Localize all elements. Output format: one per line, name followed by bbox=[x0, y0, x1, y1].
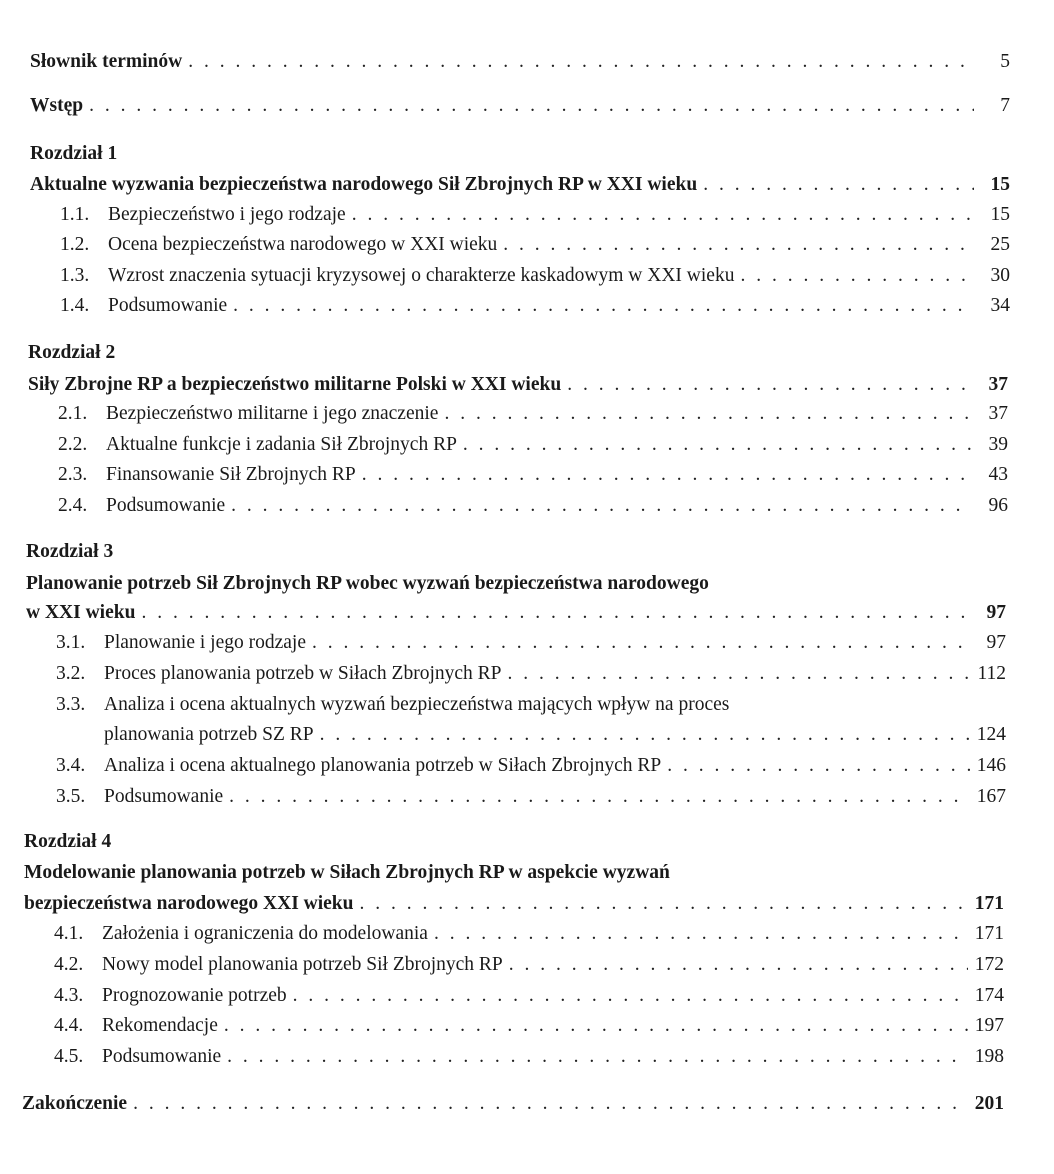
toc-entry-page: 96 bbox=[988, 495, 1008, 516]
toc-subentry-line bbox=[56, 693, 729, 717]
subentry-number: 2.4. bbox=[58, 495, 88, 516]
leader-dots bbox=[567, 373, 972, 397]
chapter-title bbox=[24, 892, 1004, 916]
toc-entry-slownik bbox=[30, 50, 1010, 74]
toc-subentry bbox=[54, 953, 1004, 977]
subentry-title: Wzrost znaczenia sytuacji kryzysowej o charakterze kaskadowym w XXI wieku bbox=[108, 265, 735, 286]
chapter-title-text: Siły Zbrojne RP a bezpieczeństwo militarne Polski w XXI wieku bbox=[28, 374, 562, 395]
toc-subentry bbox=[60, 264, 1010, 288]
leader-dots bbox=[740, 264, 974, 288]
leader-dots bbox=[320, 723, 970, 747]
subentry-title: Założenia i ograniczenia do modelowania bbox=[102, 923, 428, 944]
subentry-title: Finansowanie Sił Zbrojnych RP bbox=[106, 464, 356, 485]
leader-dots bbox=[360, 892, 968, 916]
subentry-text bbox=[58, 433, 457, 457]
chapter-title bbox=[28, 373, 1008, 397]
toc-entry-page: 197 bbox=[974, 1015, 1004, 1036]
chapter-label: Rozdział 2 bbox=[28, 342, 116, 363]
subentry-number: 4.2. bbox=[54, 954, 84, 975]
chapter-label: Rozdział 1 bbox=[30, 143, 118, 164]
leader-dots bbox=[312, 631, 970, 655]
leader-dots bbox=[434, 922, 968, 946]
toc-subentry bbox=[58, 463, 1008, 487]
toc-entry-page: 39 bbox=[988, 434, 1008, 455]
toc-entry-zakonczenie bbox=[22, 1092, 1004, 1116]
leader-dots bbox=[141, 601, 970, 625]
subentry-title: Podsumowanie bbox=[102, 1046, 222, 1067]
toc-entry-page: 112 bbox=[977, 663, 1006, 684]
leader-dots bbox=[362, 463, 972, 487]
subentry-text bbox=[56, 754, 661, 778]
subentry-text bbox=[58, 463, 356, 487]
subentry-text bbox=[58, 494, 225, 518]
toc-subentry bbox=[56, 662, 1006, 686]
leader-dots bbox=[227, 1045, 968, 1069]
subentry-text bbox=[56, 662, 502, 686]
toc-entry-page: 97 bbox=[986, 602, 1006, 623]
subentry-number: 3.5. bbox=[56, 786, 86, 807]
subentry-number: 2.1. bbox=[58, 403, 88, 424]
toc-entry-title: Zakończenie bbox=[22, 1093, 128, 1114]
subentry-number: 4.5. bbox=[54, 1046, 84, 1067]
toc-entry-page: 97 bbox=[986, 632, 1006, 653]
subentry-text bbox=[60, 294, 227, 318]
subentry-number: 1.4. bbox=[60, 295, 90, 316]
toc-subentry bbox=[58, 433, 1008, 457]
leader-dots bbox=[293, 984, 968, 1008]
chapter-title bbox=[26, 601, 1006, 625]
leader-dots bbox=[224, 1014, 968, 1038]
subentry-title: Aktualne funkcje i zadania Sił Zbrojnych RP bbox=[106, 434, 457, 455]
subentry-title: Analiza i ocena aktualnych wyzwań bezpieczeństwa mających wpływ na proces bbox=[104, 694, 730, 715]
subentry-number: 3.2. bbox=[56, 663, 86, 684]
subentry-title: Rekomendacje bbox=[102, 1015, 218, 1036]
leader-dots bbox=[667, 754, 970, 778]
subentry-text bbox=[60, 264, 734, 288]
leader-dots bbox=[188, 50, 974, 74]
subentry-number: 4.1. bbox=[54, 923, 84, 944]
leader-dots bbox=[463, 433, 972, 457]
leader-dots bbox=[444, 402, 972, 426]
subentry-title: Bezpieczeństwo militarne i jego znaczenie bbox=[106, 403, 439, 424]
toc-subentry bbox=[54, 1014, 1004, 1038]
subentry-text bbox=[60, 203, 346, 227]
chapter-title-line: Modelowanie planowania potrzeb w Siłach Zbrojnych RP w aspekcie wyzwań bbox=[24, 862, 670, 883]
subentry-title: Planowanie i jego rodzaje bbox=[104, 632, 306, 653]
subentry-text bbox=[54, 953, 503, 977]
chapter-title-text: bezpieczeństwa narodowego XXI wieku bbox=[24, 893, 354, 914]
toc-entry-page: 124 bbox=[976, 724, 1006, 745]
subentry-text bbox=[54, 1045, 221, 1069]
toc-subentry bbox=[54, 922, 1004, 946]
toc-entry-page: 167 bbox=[976, 786, 1006, 807]
subentry-title: Ocena bezpieczeństwa narodowego w XXI wieku bbox=[108, 234, 498, 255]
toc-entry-page: 174 bbox=[974, 985, 1004, 1006]
subentry-title: Nowy model planowania potrzeb Sił Zbrojnych RP bbox=[102, 954, 503, 975]
toc-entry-page: 171 bbox=[974, 923, 1004, 944]
toc-subentry bbox=[60, 294, 1010, 318]
subentry-title: planowania potrzeb SZ RP bbox=[104, 724, 314, 745]
toc-subentry bbox=[56, 631, 1006, 655]
leader-dots bbox=[703, 173, 974, 197]
subentry-text bbox=[54, 984, 287, 1008]
toc-entry-page: 171 bbox=[974, 893, 1004, 914]
subentry-title: Bezpieczeństwo i jego rodzaje bbox=[108, 204, 346, 225]
subentry-number: 3.1. bbox=[56, 632, 86, 653]
toc-subentry bbox=[60, 233, 1010, 257]
chapter-title-text: Aktualne wyzwania bezpieczeństwa narodowego Sił Zbrojnych RP w XXI wieku bbox=[30, 174, 698, 195]
chapter-label: Rozdział 4 bbox=[24, 831, 112, 852]
toc-entry-page: 146 bbox=[976, 755, 1006, 776]
leader-dots bbox=[503, 233, 974, 257]
toc-subentry bbox=[56, 785, 1006, 809]
subentry-title: Podsumowanie bbox=[108, 295, 228, 316]
leader-dots bbox=[352, 203, 974, 227]
toc-entry-page: 34 bbox=[990, 295, 1010, 316]
toc-entry-page: 172 bbox=[974, 954, 1004, 975]
leader-dots bbox=[231, 494, 972, 518]
toc-entry-page: 7 bbox=[1000, 95, 1010, 116]
subentry-text bbox=[54, 922, 428, 946]
leader-dots bbox=[508, 662, 971, 686]
subentry-title: Podsumowanie bbox=[106, 495, 226, 516]
subentry-number: 4.4. bbox=[54, 1015, 84, 1036]
toc-entry-wstep bbox=[30, 94, 1010, 118]
toc-entry-title: Słownik terminów bbox=[30, 51, 183, 72]
subentry-number: 2.2. bbox=[58, 434, 88, 455]
toc-entry-page: 198 bbox=[974, 1046, 1004, 1067]
subentry-text bbox=[56, 785, 223, 809]
toc-entry-page: 25 bbox=[990, 234, 1010, 255]
leader-dots bbox=[509, 953, 968, 977]
subentry-text bbox=[60, 233, 497, 257]
toc-entry-page: 37 bbox=[988, 403, 1008, 424]
subentry-number: 1.2. bbox=[60, 234, 90, 255]
leader-dots bbox=[89, 94, 974, 118]
subentry-text bbox=[54, 1014, 218, 1038]
subentry-number: 1.1. bbox=[60, 204, 90, 225]
subentry-number: 2.3. bbox=[58, 464, 88, 485]
toc-subentry bbox=[56, 754, 1006, 778]
leader-dots bbox=[229, 785, 970, 809]
chapter-title-line: Planowanie potrzeb Sił Zbrojnych RP wobec wyzwań bezpieczeństwa narodowego bbox=[26, 573, 709, 594]
leader-dots bbox=[233, 294, 974, 318]
toc-subentry bbox=[58, 402, 1008, 426]
toc-entry-page: 43 bbox=[988, 464, 1008, 485]
subentry-title: Analiza i ocena aktualnego planowania potrzeb w Siłach Zbrojnych RP bbox=[104, 755, 662, 776]
subentry-text bbox=[58, 402, 438, 426]
toc-entry-page: 5 bbox=[1000, 51, 1010, 72]
toc-subentry bbox=[104, 723, 1006, 747]
subentry-title: Proces planowania potrzeb w Siłach Zbrojnych RP bbox=[104, 663, 502, 684]
toc-entry-page: 201 bbox=[974, 1093, 1004, 1114]
toc-subentry bbox=[54, 1045, 1004, 1069]
subentry-number: 1.3. bbox=[60, 265, 90, 286]
subentry-number: 3.3. bbox=[56, 694, 86, 715]
subentry-title: Prognozowanie potrzeb bbox=[102, 985, 287, 1006]
subentry-number: 4.3. bbox=[54, 985, 84, 1006]
toc-subentry bbox=[60, 203, 1010, 227]
toc-entry-page: 15 bbox=[990, 204, 1010, 225]
toc-entry-page: 30 bbox=[990, 265, 1010, 286]
toc-subentry bbox=[54, 984, 1004, 1008]
toc-subentry bbox=[58, 494, 1008, 518]
leader-dots bbox=[133, 1092, 968, 1116]
toc-entry-title: Wstęp bbox=[30, 95, 84, 116]
subentry-number: 3.4. bbox=[56, 755, 86, 776]
chapter-title bbox=[30, 173, 1010, 197]
subentry-title: Podsumowanie bbox=[104, 786, 224, 807]
chapter-label: Rozdział 3 bbox=[26, 541, 114, 562]
chapter-title-text: w XXI wieku bbox=[26, 602, 136, 623]
toc-entry-page: 15 bbox=[990, 174, 1010, 195]
subentry-text bbox=[56, 631, 306, 655]
toc-entry-page: 37 bbox=[988, 374, 1008, 395]
